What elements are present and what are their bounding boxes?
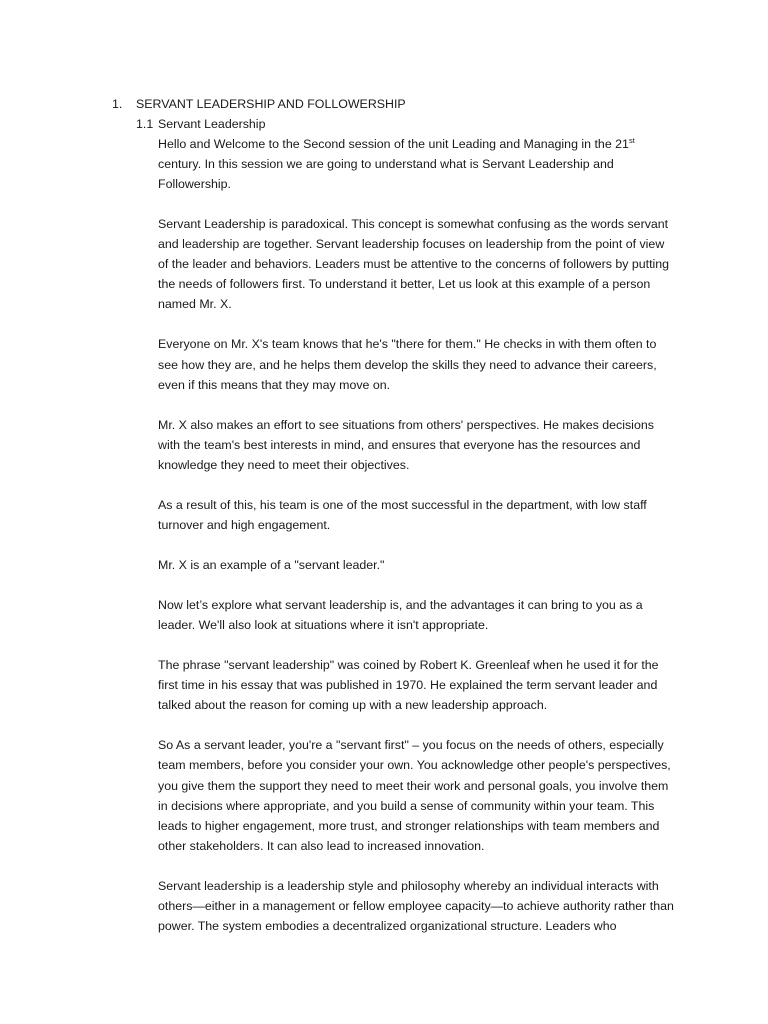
paragraph: Mr. X also makes an effort to see situations from others' perspectives. He makes decisions with the team's best interests in mind, and ensures that everyone has the resources and knowledge they need to meet their objectives.	[158, 417, 654, 472]
intro-paragraph	[158, 134, 676, 194]
ordinal-superscript: st	[628, 136, 635, 145]
paragraph: Now let’s explore what servant leadership is, and the advantages it can bring to you as a leader. We'll also look at situations where it isn't appropriate.	[158, 598, 643, 633]
paragraph: Servant Leadership is paradoxical. This concept is somewhat confusing as the words servant and leadership are together. Servant leadership focuses on leadership from the point of view of the leader and behaviors. Leaders must be attentive to the concerns of followers by putting the needs of followers first. To understand it better, Let us look at this example of a person named Mr. X.	[158, 217, 670, 312]
paragraph: So As a servant leader, you're a "servant first" – you focus on the needs of others, especially team members, before you consider your own. You acknowledge other people's perspectives, you give them the support they need to meet their work and personal goals, you involve them in decisions where appropriate, and you build a sense of community within your team. This leads to higher engagement, more trust, and stronger relationships with team members and other stakeholders. It can also lead to increased innovation.	[158, 738, 671, 853]
paragraph: Mr. X is an example of a "servant leader."	[158, 557, 385, 572]
intro-text-end: century. In this session we are going to understand what is Servant Leadership and Followership.	[158, 157, 614, 192]
paragraph: As a result of this, his team is one of the most successful in the department, with low staff turnover and high engagement.	[158, 497, 647, 532]
section-title: SERVANT LEADERSHIP AND FOLLOWERSHIP	[136, 97, 406, 111]
body-text	[158, 134, 676, 956]
paragraph: The phrase "servant leadership" was coined by Robert K. Greenleaf when he used it for the first time in his essay that was published in 1970. He explained the term servant leader and talked about the reason for coming up with a new leadership approach.	[158, 658, 659, 713]
intro-text-start: Hello and Welcome to the Second session of the unit Leading and Managing in the 21	[158, 137, 629, 151]
subsection-title: Servant Leadership	[158, 117, 266, 131]
paragraph: Servant leadership is a leadership style and philosophy whereby an individual interacts with others—either in a management or fellow employee capacity—to achieve authority rather than power. The system embodies a decentralized organizational structure. Leaders who	[158, 878, 674, 933]
paragraph: Everyone on Mr. X's team knows that he's "there for them." He checks in with them often to see how they are, and he helps them develop the skills they need to advance their careers, even if this means that they may move on.	[158, 337, 657, 392]
section-heading	[112, 94, 406, 114]
subsection-number: 1.1	[136, 117, 154, 131]
subsection-heading	[136, 114, 265, 134]
section-number: 1.	[112, 97, 123, 111]
